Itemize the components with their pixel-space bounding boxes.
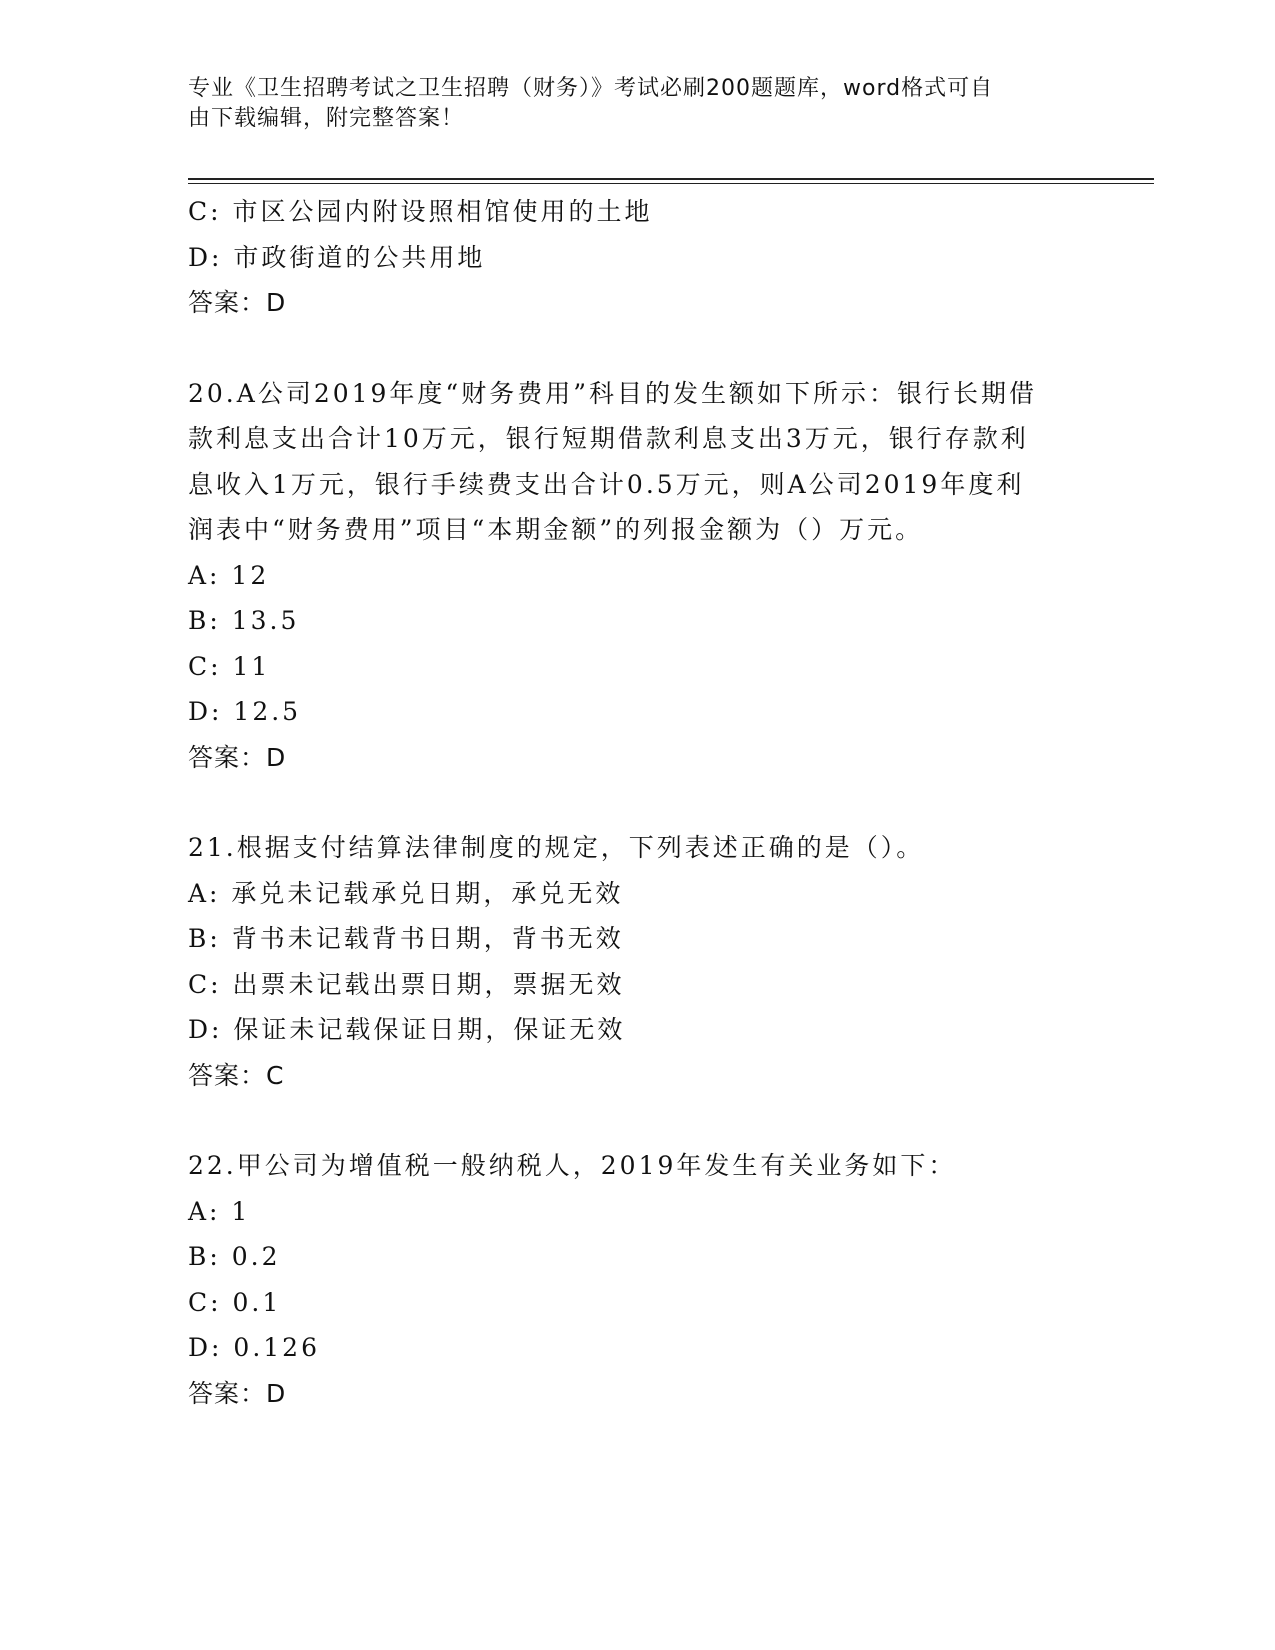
- option-d: D: 0.126: [188, 1333, 320, 1362]
- question-stem-line: 20.A公司2019年度“财务费用”科目的发生额如下所示：银行长期借: [188, 378, 1037, 408]
- option-d: D: 12.5: [188, 697, 302, 726]
- spacer: [188, 326, 1088, 371]
- answer-line: 答案：D: [188, 1378, 287, 1408]
- header-title-line-1: 专业《卫生招聘考试之卫生招聘（财务）》考试必刷200题题库，word格式可自: [188, 76, 994, 101]
- spacer: [188, 780, 1088, 825]
- option-b: B: 0.2: [188, 1242, 281, 1271]
- header-divider-thick: [188, 178, 1154, 180]
- question-stem-line: 21.根据支付结算法律制度的规定，下列表述正确的是（）。: [188, 833, 925, 862]
- answer-line: 答案：D: [188, 742, 287, 772]
- header-divider-thin: [188, 183, 1154, 184]
- option-a: A: 承兑未记载承兑日期，承兑无效: [188, 878, 624, 908]
- answer-line: 答案：C: [188, 1060, 285, 1090]
- option-b: B: 13.5: [188, 606, 300, 635]
- question-stem-line: 22.甲公司为增值税一般纳税人，2019年发生有关业务如下：: [188, 1151, 957, 1180]
- option-d: D: 保证未记载保证日期，保证无效: [188, 1015, 626, 1044]
- document-header: [188, 74, 1068, 134]
- header-title-line-2: 由下载编辑，附完整答案！: [188, 106, 465, 131]
- option-c: C: 0.1: [188, 1287, 282, 1317]
- spacer: [188, 1098, 1088, 1143]
- answer-line: 答案：D: [188, 288, 287, 317]
- question-21: [188, 825, 1088, 1098]
- option-c: C: 11: [188, 651, 271, 681]
- question-20: [188, 371, 1088, 781]
- question-22: [188, 1143, 1088, 1416]
- question-fragment: [188, 189, 1088, 326]
- option-b: B: 背书未记载背书日期，背书无效: [188, 924, 624, 953]
- option-c: C: 出票未记载出票日期，票据无效: [188, 969, 625, 999]
- option-a: A: 12: [188, 560, 270, 590]
- option-d: D: 市政街道的公共用地: [188, 242, 486, 272]
- option-c: C: 市区公园内附设照相馆使用的土地: [188, 197, 653, 226]
- question-stem-line: 款利息支出合计10万元，银行短期借款利息支出3万元，银行存款利: [188, 424, 1029, 453]
- option-a: A: 1: [188, 1196, 251, 1226]
- question-stem-line: 润表中“财务费用”项目“本期金额”的列报金额为（）万元。: [188, 515, 924, 544]
- document-body: [188, 189, 1088, 1416]
- question-stem-line: 息收入1万元，银行手续费支出合计0.5万元，则A公司2019年度利: [188, 469, 1025, 499]
